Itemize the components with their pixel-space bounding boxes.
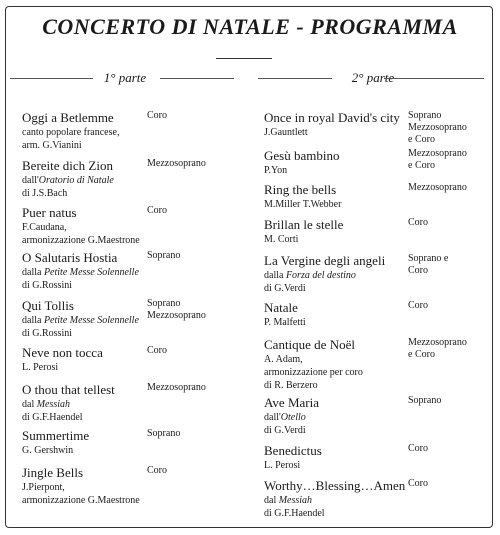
programme-entry bbox=[264, 395, 494, 437]
voice-assignment bbox=[147, 345, 167, 357]
voice-assignment bbox=[408, 395, 441, 407]
piece-title: Oggi a Betlemme bbox=[22, 110, 114, 125]
piece-credit: di G.F.Haendel bbox=[264, 508, 325, 519]
piece-title: O thou that tellest bbox=[22, 382, 115, 397]
part-1-heading bbox=[10, 70, 240, 86]
voice-label: Mezzosoprano bbox=[147, 310, 206, 321]
voice-label: Coro bbox=[408, 217, 428, 228]
voice-label: Mezzosoprano bbox=[408, 337, 467, 348]
piece-title: Brillan le stelle bbox=[264, 217, 344, 232]
voice-label: Coro bbox=[147, 465, 167, 476]
divider bbox=[160, 78, 234, 79]
piece-credit: J.Pierpont, bbox=[22, 482, 65, 493]
voice-label: Soprano bbox=[147, 250, 181, 261]
programme-entry bbox=[22, 428, 252, 457]
voice-label: Coro bbox=[147, 345, 167, 356]
programme-entry bbox=[264, 337, 494, 392]
voice-assignment bbox=[408, 478, 428, 490]
voice-assignment bbox=[408, 253, 448, 277]
voice-assignment bbox=[408, 217, 428, 229]
programme-entry bbox=[22, 205, 252, 247]
programme-entry bbox=[264, 110, 494, 145]
voice-label: Coro bbox=[408, 478, 428, 489]
piece-credit: dall'Oratorio di Natale bbox=[22, 175, 114, 186]
piece-credit: armonizzazione per coro bbox=[264, 367, 363, 378]
title-divider bbox=[216, 58, 272, 59]
programme-entry bbox=[264, 217, 494, 246]
programme-entry bbox=[22, 110, 252, 152]
piece-title: Natale bbox=[264, 300, 298, 315]
piece-credit: A. Adam, bbox=[264, 354, 303, 365]
programme-entry bbox=[22, 345, 252, 374]
voice-label: Coro bbox=[408, 265, 428, 276]
piece-title: Gesù bambino bbox=[264, 148, 340, 163]
piece-credit: G. Gershwin bbox=[22, 445, 74, 456]
piece-credit: di G.Rossini bbox=[22, 328, 73, 339]
voice-label: Soprano bbox=[408, 395, 442, 406]
piece-title: Cantique de Noël bbox=[264, 337, 355, 352]
piece-title: Ave Maria bbox=[264, 395, 319, 410]
piece-title: Benedictus bbox=[264, 443, 322, 458]
voice-assignment bbox=[408, 182, 467, 194]
voice-label: Coro bbox=[408, 300, 428, 311]
piece-title: Worthy…Blessing…Amen bbox=[264, 478, 406, 493]
piece-title: Bereite dich Zion bbox=[22, 158, 113, 173]
piece-title: Jingle Bells bbox=[22, 465, 84, 480]
piece-credit: J.Gauntlett bbox=[264, 127, 308, 138]
voice-assignment bbox=[147, 110, 167, 122]
programme-entry bbox=[264, 182, 494, 211]
piece-title: Qui Tollis bbox=[22, 298, 74, 313]
voice-label: Soprano bbox=[408, 110, 442, 121]
voice-assignment bbox=[147, 298, 206, 322]
programme-entry bbox=[264, 478, 494, 520]
piece-credit: L. Perosi bbox=[22, 362, 59, 373]
voice-assignment bbox=[408, 443, 428, 455]
piece-credit: di R. Berzero bbox=[264, 380, 318, 391]
voice-label: e Coro bbox=[408, 349, 435, 360]
voice-assignment bbox=[408, 337, 467, 361]
voice-assignment bbox=[147, 465, 167, 477]
piece-credit: P.Yon bbox=[264, 165, 288, 176]
voice-label: e Coro bbox=[408, 134, 435, 145]
voice-assignment bbox=[147, 250, 180, 262]
voice-label: Coro bbox=[147, 110, 167, 121]
piece-credit: di G.F.Haendel bbox=[22, 412, 83, 423]
piece-credit: dalla Forza del destino bbox=[264, 270, 356, 281]
piece-credit: di G.Verdi bbox=[264, 283, 306, 294]
piece-credit: di G.Verdi bbox=[264, 425, 306, 436]
voice-label: Soprano bbox=[147, 298, 181, 309]
piece-credit: L. Perosi bbox=[264, 460, 301, 471]
voice-assignment bbox=[147, 428, 180, 440]
voice-label: Mezzosoprano bbox=[408, 122, 467, 133]
voice-label: Coro bbox=[147, 205, 167, 216]
programme-entry bbox=[22, 158, 252, 200]
voice-assignment bbox=[408, 110, 467, 146]
voice-assignment bbox=[408, 300, 428, 312]
voice-assignment bbox=[147, 205, 167, 217]
piece-credit: dal Messiah bbox=[264, 495, 313, 506]
piece-credit: armonizzazione G.Maestrone bbox=[22, 495, 140, 506]
piece-credit: di G.Rossini bbox=[22, 280, 73, 291]
voice-label: Coro bbox=[408, 443, 428, 454]
piece-title: Summertime bbox=[22, 428, 90, 443]
piece-title: Neve non tocca bbox=[22, 345, 103, 360]
programme-entry bbox=[22, 250, 252, 292]
voice-label: Mezzosoprano bbox=[147, 382, 206, 393]
voice-label: Soprano bbox=[147, 428, 181, 439]
voice-label: Mezzosoprano bbox=[408, 148, 467, 159]
piece-credit: dalla Petite Messe Solennelle bbox=[22, 267, 139, 278]
programme-entry bbox=[22, 465, 252, 507]
voice-label: e Coro bbox=[408, 160, 435, 171]
piece-title: La Vergine degli angeli bbox=[264, 253, 386, 268]
programme-entry bbox=[22, 298, 252, 340]
piece-title: O Salutaris Hostia bbox=[22, 250, 118, 265]
voice-assignment bbox=[147, 382, 206, 394]
voice-assignment bbox=[147, 158, 206, 170]
voice-label: Mezzosoprano bbox=[147, 158, 206, 169]
programme-entry bbox=[264, 443, 494, 472]
part-1-label: 1° parte bbox=[103, 70, 147, 85]
piece-credit: armonizzazione G.Maestrone bbox=[22, 235, 140, 246]
piece-title: Ring the bells bbox=[264, 182, 337, 197]
programme-entry bbox=[22, 382, 252, 424]
piece-credit: F.Caudana, bbox=[22, 222, 67, 233]
piece-credit: M.Miller T.Webber bbox=[264, 199, 342, 210]
voice-label: Soprano e bbox=[408, 253, 449, 264]
part-2-label: 2° parte bbox=[351, 70, 395, 85]
piece-credit: dall'Otello bbox=[264, 412, 306, 423]
piece-credit: canto popolare francese, bbox=[22, 127, 120, 138]
piece-credit: M. Corti bbox=[264, 234, 299, 245]
programme-entry bbox=[264, 253, 494, 295]
piece-credit: di J.S.Bach bbox=[22, 188, 68, 199]
voice-assignment bbox=[408, 148, 467, 172]
piece-credit: dal Messiah bbox=[22, 399, 71, 410]
piece-credit: arm. G.Vianini bbox=[22, 140, 82, 151]
piece-credit: dalla Petite Messe Solennelle bbox=[22, 315, 139, 326]
piece-title: Once in royal David's city bbox=[264, 110, 400, 125]
divider bbox=[384, 78, 484, 79]
piece-title: Puer natus bbox=[22, 205, 77, 220]
programme-title: CONCERTO DI NATALE - PROGRAMMA bbox=[42, 14, 458, 39]
programme-entry bbox=[264, 148, 494, 177]
voice-label: Mezzosoprano bbox=[408, 182, 467, 193]
part-2-heading bbox=[258, 70, 488, 86]
piece-credit: P. Malfetti bbox=[264, 317, 306, 328]
programme-entry bbox=[264, 300, 494, 329]
